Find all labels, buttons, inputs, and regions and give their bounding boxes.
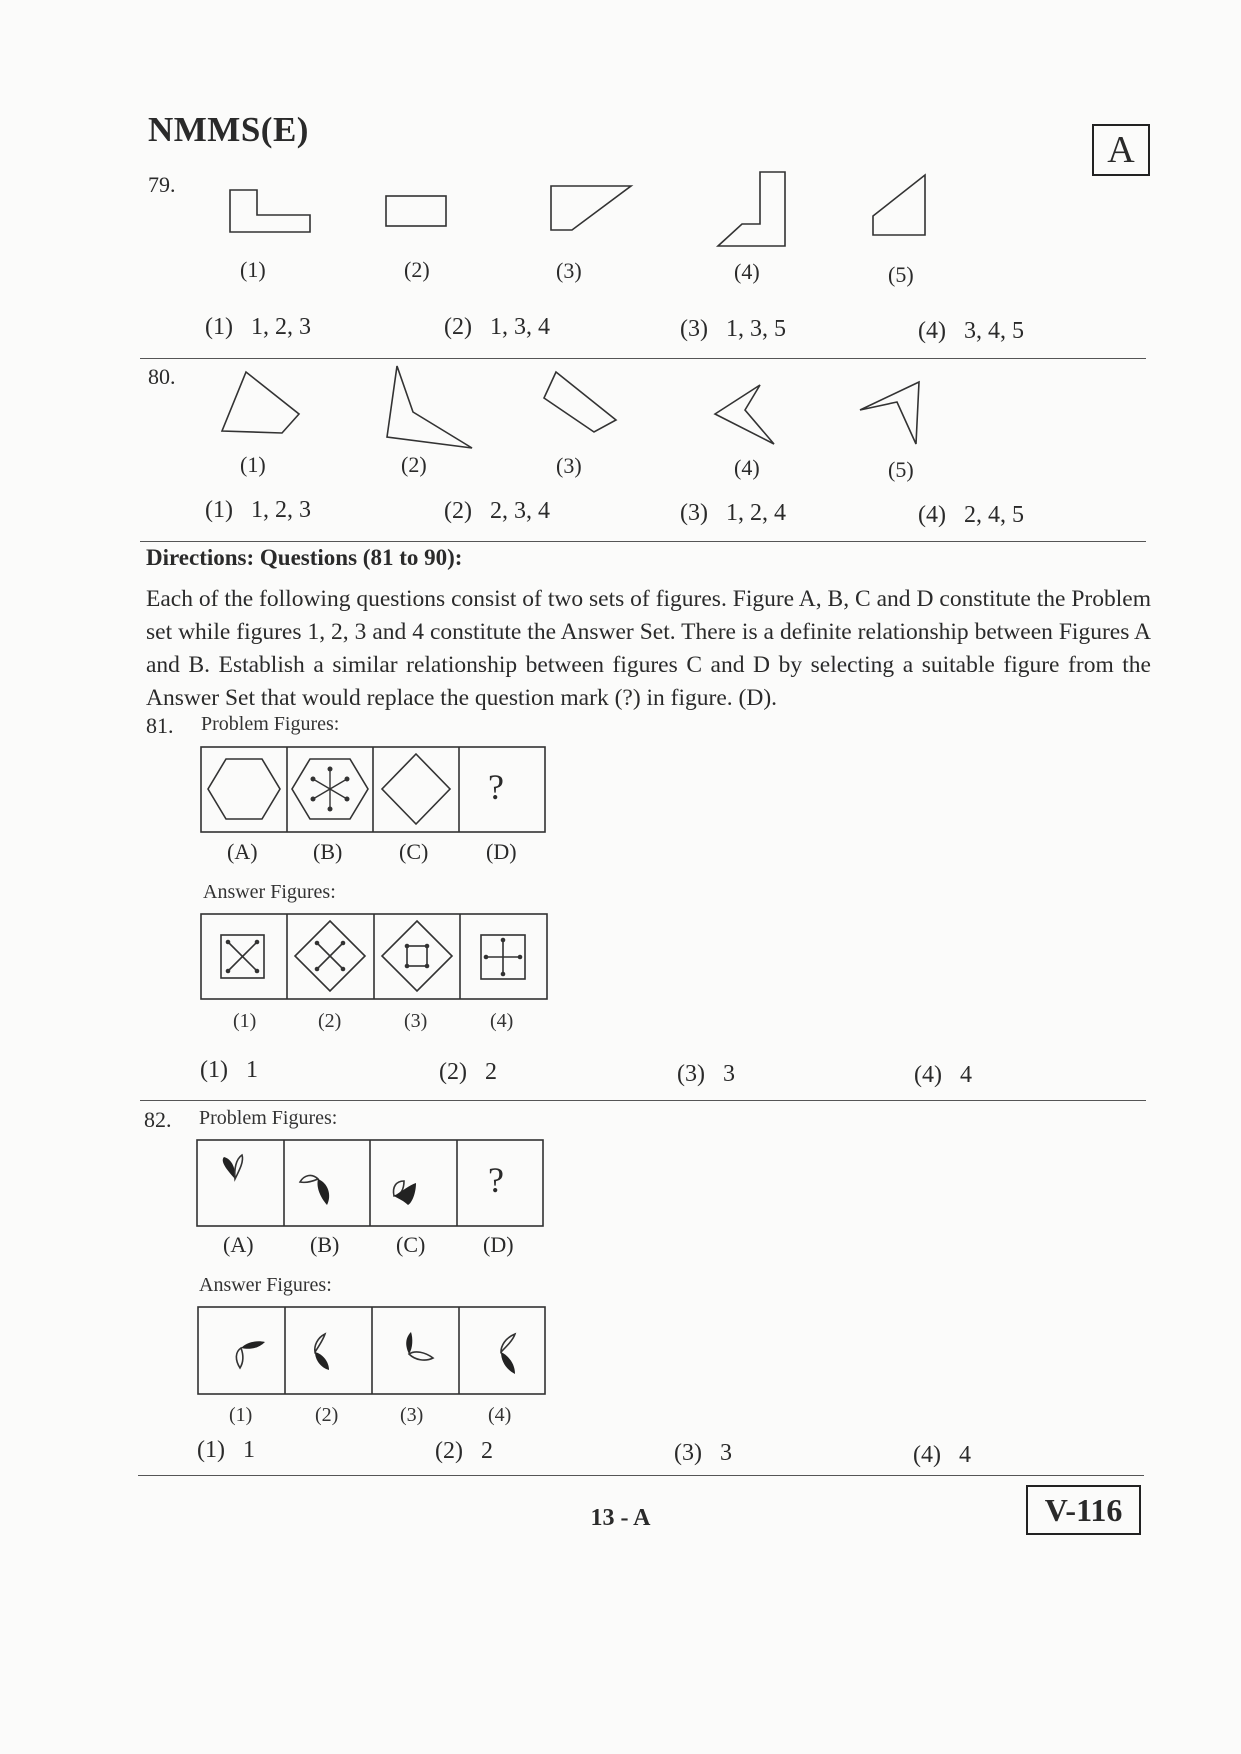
q81-option-3[interactable]: (3) 3 <box>677 1061 735 1087</box>
q81-answer-4[interactable] <box>481 935 525 979</box>
q82-figure-a-leaves <box>223 1155 243 1179</box>
q80-option-2[interactable]: (2) 2, 3, 4 <box>444 498 550 524</box>
q82-option-4[interactable]: (4) 4 <box>913 1442 971 1468</box>
q82-option-1[interactable]: (1) 1 <box>197 1437 255 1463</box>
q82-answer-label-4: (4) <box>488 1404 512 1426</box>
q80-fig-label-3: (3) <box>556 453 582 478</box>
q79-fig-label-3: (3) <box>556 258 582 283</box>
q82-question-mark: ? <box>488 1160 504 1200</box>
q79-figure-3 <box>551 186 631 230</box>
q82-option-3[interactable]: (3) 3 <box>674 1440 732 1466</box>
q79-figures <box>0 160 1241 260</box>
q79-option-3[interactable]: (3) 1, 3, 5 <box>680 316 786 342</box>
q82-answer-1[interactable] <box>236 1341 265 1368</box>
q82-answer-4[interactable] <box>501 1334 515 1374</box>
q82-figure-b-leaves <box>300 1175 329 1205</box>
q80-number: 80. <box>148 364 176 389</box>
q80-figure-2 <box>387 366 472 448</box>
divider <box>140 541 1146 542</box>
q79-figure-5 <box>873 175 925 235</box>
q80-fig-label-4: (4) <box>734 455 760 480</box>
q79-fig-label-5: (5) <box>888 262 914 287</box>
q79-option-1[interactable]: (1) 1, 2, 3 <box>205 314 311 340</box>
q79-option-4[interactable]: (4) 3, 4, 5 <box>918 318 1024 344</box>
q79-figure-4 <box>718 172 785 246</box>
q81-number: 81. <box>146 713 174 738</box>
q80-fig-label-2: (2) <box>401 452 427 477</box>
q80-figure-5 <box>860 382 919 444</box>
set-code-box: A <box>1092 124 1150 176</box>
q82-answer-figures <box>197 1306 548 1396</box>
q82-answer-label-2: (2) <box>315 1404 339 1426</box>
q82-problem-label-c: (C) <box>396 1232 426 1257</box>
q81-figure-c-diamond <box>382 754 450 824</box>
q80-figure-3 <box>544 372 616 432</box>
q81-answer-label-1: (1) <box>233 1010 257 1032</box>
directions-text: Each of the following questions consist of two sets of figures. Figure A, B, C and D constitute the Problem set while figures 1, 2, 3 and 4 constitute the Answer Set. There is a definite relationship between Figures A and B. Establish a similar relationship between figures C and D by selecting a suitable figure from the Answer Set that would replace the question mark (?) in figure. (D). <box>146 586 1151 711</box>
q82-option-2[interactable]: (2) 2 <box>435 1438 493 1464</box>
q79-fig-label-2: (2) <box>404 257 430 282</box>
q82-answer-label: Answer Figures: <box>199 1274 332 1296</box>
q81-question-mark: ? <box>488 767 504 807</box>
q81-answer-label-2: (2) <box>318 1010 342 1032</box>
q82-problem-label: Problem Figures: <box>199 1107 338 1129</box>
q81-problem-label-d: (D) <box>486 839 517 864</box>
q82-problem-label-d: (D) <box>483 1232 514 1257</box>
page-number: 13 - A <box>590 1505 651 1531</box>
q81-option-4[interactable]: (4) 4 <box>914 1062 972 1088</box>
q81-answer-label-4: (4) <box>490 1010 514 1032</box>
q81-problem-label-a: (A) <box>227 839 258 864</box>
q80-figure-1 <box>222 372 299 433</box>
q80-figures <box>0 360 1241 460</box>
q81-answer-figures <box>200 913 550 1001</box>
q80-option-3[interactable]: (3) 1, 2, 4 <box>680 500 786 526</box>
divider <box>138 1475 1144 1476</box>
q81-figure-a-hexagon <box>208 759 280 819</box>
q82-problem-label-a: (A) <box>223 1232 254 1257</box>
divider <box>140 358 1146 359</box>
q82-figure-c-leaves <box>393 1181 416 1205</box>
q80-fig-label-1: (1) <box>240 452 266 477</box>
q82-answer-3[interactable] <box>406 1332 433 1360</box>
q80-option-1[interactable]: (1) 1, 2, 3 <box>205 497 311 523</box>
q82-answer-label-3: (3) <box>400 1404 424 1426</box>
q81-answer-1[interactable] <box>221 935 264 978</box>
q80-figure-4 <box>715 385 774 444</box>
q81-option-1[interactable]: (1) 1 <box>200 1057 258 1083</box>
q80-option-4[interactable]: (4) 2, 4, 5 <box>918 502 1024 528</box>
q81-answer-3[interactable] <box>382 921 452 991</box>
q81-problem-label-b: (B) <box>313 839 343 864</box>
q81-problem-label-c: (C) <box>399 839 429 864</box>
q79-figure-2 <box>386 196 446 226</box>
q79-fig-label-4: (4) <box>734 259 760 284</box>
q79-option-2[interactable]: (2) 1, 3, 4 <box>444 314 550 340</box>
q81-answer-label-3: (3) <box>404 1010 428 1032</box>
q81-problem-label: Problem Figures: <box>201 713 340 735</box>
paper-code-box: V-116 <box>1026 1485 1141 1535</box>
q82-answer-label-1: (1) <box>229 1404 253 1426</box>
exam-title: NMMS(E) <box>148 110 309 149</box>
q81-option-2[interactable]: (2) 2 <box>439 1059 497 1085</box>
q79-fig-label-1: (1) <box>240 257 266 282</box>
q81-answer-label: Answer Figures: <box>203 881 336 903</box>
q80-fig-label-5: (5) <box>888 457 914 482</box>
q82-answer-2[interactable] <box>315 1334 329 1370</box>
directions-title: Directions: Questions (81 to 90): <box>146 545 463 570</box>
q82-problem-label-b: (B) <box>310 1232 340 1257</box>
q81-answer-2[interactable] <box>295 921 365 991</box>
q79-number: 79. <box>148 172 176 197</box>
q82-number: 82. <box>144 1107 172 1132</box>
q79-figure-1 <box>230 190 310 232</box>
divider <box>140 1100 1146 1101</box>
